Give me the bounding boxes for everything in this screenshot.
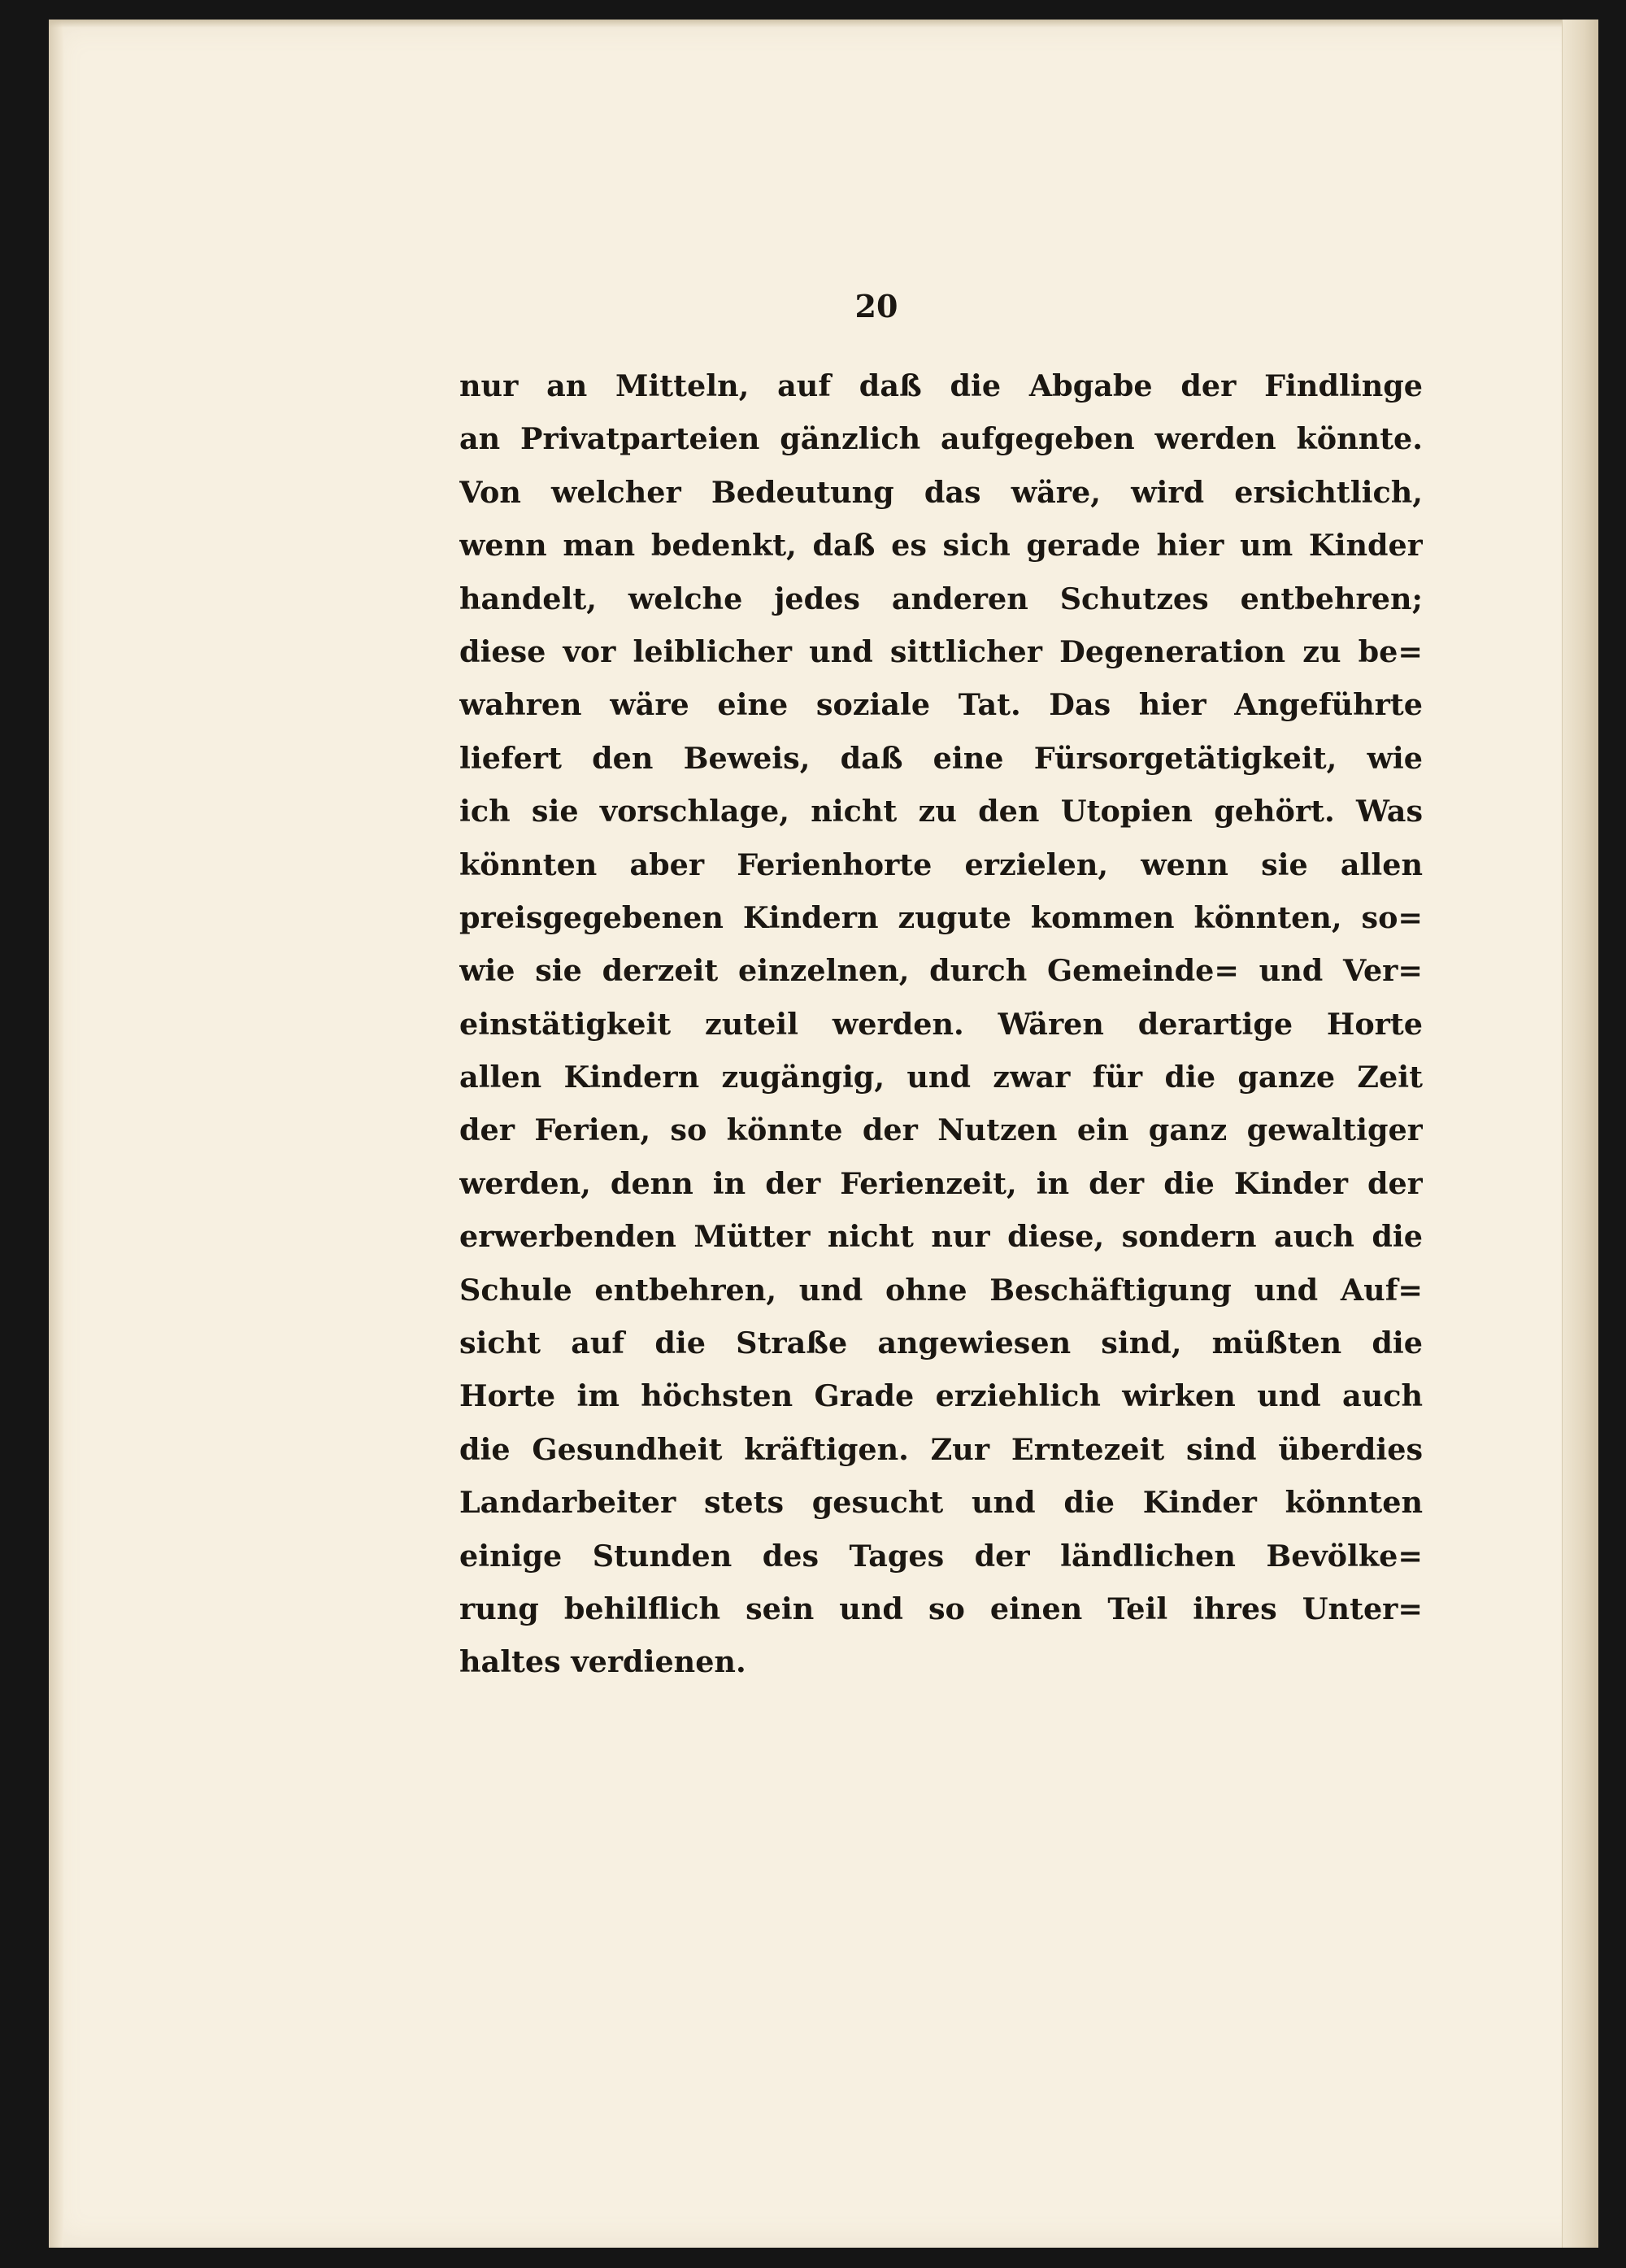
text-line: haltes verdienen. [459,1644,746,1680]
text-line: wenn man bedenkt, daß es sich gerade hier um Kinder [459,528,1423,564]
text-line: werden, denn in der Ferienzeit, in der die Kinder der [459,1165,1423,1201]
text-line: an Privatparteien gänzlich aufgegeben werden könnte. [459,421,1423,457]
text-line: wie sie derzeit einzelnen, durch Gemeinde= und Ver= [459,953,1423,989]
text-line: sicht auf die Straße angewiesen sind, müßten die [459,1326,1423,1361]
text-line: die Gesundheit kräftigen. Zur Erntezeit sind überdies [459,1431,1423,1467]
text-line: allen Kindern zugängig, und zwar für die ganze Zeit [459,1060,1423,1095]
text-line: Schule entbehren, und ohne Beschäftigung und Auf= [459,1272,1423,1308]
text-line: handelt, welche jedes anderen Schutzes entbehren; [459,581,1423,616]
text-line: einige Stunden des Tages der ländlichen Bevölke= [459,1538,1423,1574]
page-number: 20 [854,288,898,324]
text-line: Von welcher Bedeutung das wäre, wird ersichtlich, [459,474,1423,510]
page-top-shadow [49,20,1598,28]
text-line: ich sie vorschlage, nicht zu den Utopien gehört. Was [459,794,1423,829]
book-page [49,20,1598,2248]
body-text [459,359,1423,1689]
page-left-edge [49,20,63,2248]
text-line: nur an Mitteln, auf daß die Abgabe der Findlinge [459,368,1423,403]
text-line: rung behilflich sein und so einen Teil ihres Unter= [459,1591,1423,1626]
text-line: preisgegebenen Kindern zugute kommen könnten, so= [459,899,1423,935]
text-line: Landarbeiter stets gesucht und die Kinder könnten [459,1485,1423,1521]
text-line: einstätigkeit zuteil werden. Wären derartige Horte [459,1006,1423,1042]
page-right-fold [1562,20,1598,2248]
text-line: liefert den Beweis, daß eine Fürsorgetätigkeit, wie [459,740,1423,776]
text-line: könnten aber Ferienhorte erzielen, wenn sie allen [459,847,1423,882]
text-line: diese vor leiblicher und sittlicher Degeneration zu be= [459,633,1423,669]
text-line: wahren wäre eine soziale Tat. Das hier Angeführte [459,687,1423,723]
text-line: erwerbenden Mütter nicht nur diese, sondern auch die [459,1219,1423,1255]
text-line: der Ferien, so könnte der Nutzen ein ganz gewaltiger [459,1112,1423,1148]
text-line: Horte im höchsten Grade erziehlich wirken und auch [459,1378,1423,1414]
